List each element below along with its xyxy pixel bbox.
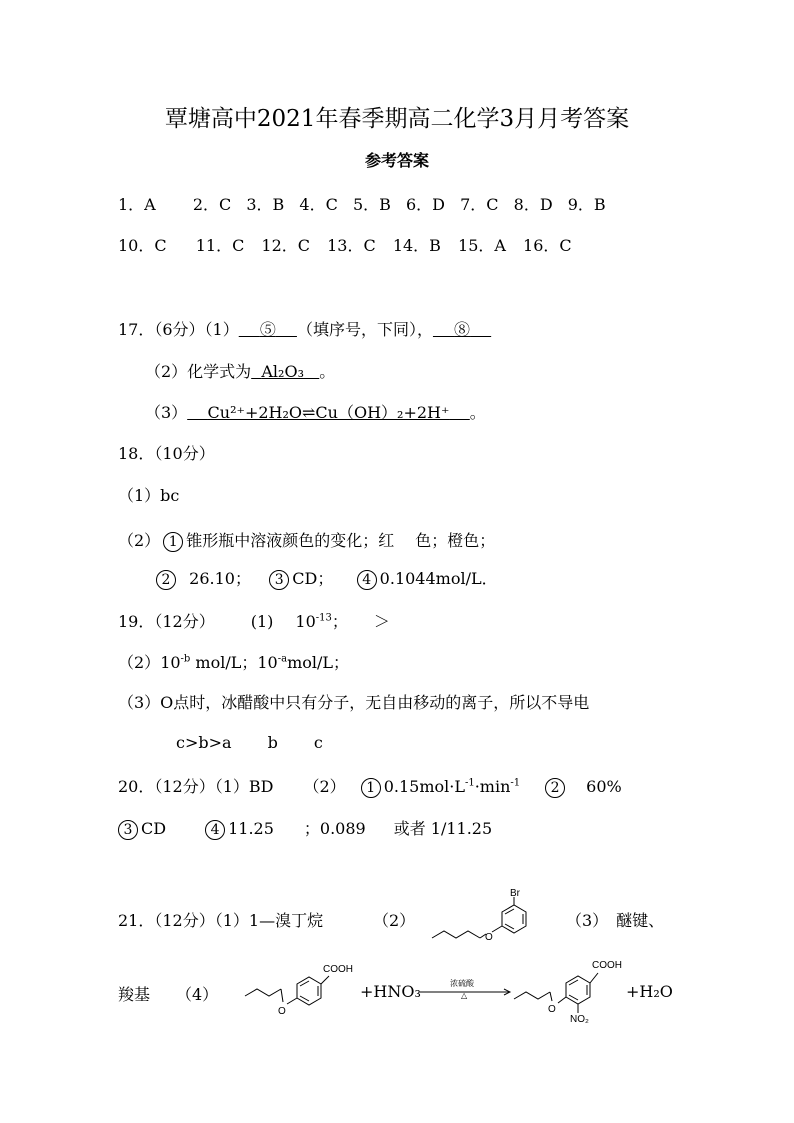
q19-p2-prefix: （2） [118,653,161,672]
mc-answer: 12．C [261,236,311,255]
q19-p2-base2: 10 [257,653,278,672]
structure-butoxy-nitrobenzoic-acid [512,955,632,1025]
q21-p4: （4） [176,985,219,1004]
q17-answer-2: ⑧ [454,320,471,339]
q19-p1-exp: -13 [315,612,332,624]
q17-p3-answer: Cu²⁺+2H₂O⇌Cu（OH）₂+2H⁺ [207,403,450,422]
q18-head: 18．（10分） [118,444,215,463]
arrow-condition-top: 浓硫酸 [450,979,474,988]
circled-number: 2 [156,570,176,590]
q19-order: c>b>a [176,733,232,752]
q18-v3: CD； [292,569,334,588]
mc-answer: 13．C [327,236,376,255]
q21-head: 21．（12分）（1）1—溴丁烷 [118,911,324,930]
q17-p3-prefix: （3） [145,403,188,422]
q19-p3: （3）O点时，冰醋酸中只有分子，无自由移动的离子，所以不导电 [118,693,590,712]
q19-p2-unit1: mol/L； [190,653,258,672]
q18-p2 [118,528,495,552]
mc-answer: 14．B [392,236,441,255]
q17-line-2 [145,359,335,382]
q17-mid: （填序号，下同）， [296,320,433,339]
q20-v1-mid: ·min [474,777,511,796]
q17-line-1 [118,317,491,340]
svg-text:NO₂: NO₂ [570,1014,589,1025]
q19-p2-base1: 10 [160,653,181,672]
q18-v4: 0.1044mol/L． [379,569,498,588]
q20-v4: 11.25 [228,819,274,838]
q21-p3b: 羧基 [118,985,151,1004]
svg-text:COOH: COOH [323,964,353,975]
mc-answer: 1．A [118,195,156,214]
q20-head: 20．（12分）（1）BD [118,777,274,796]
q21-plus-h2o: +H₂O [626,982,673,1001]
mc-answer: 6．D [406,195,446,214]
mc-answer: 9．B [567,195,606,214]
arrow-condition-bottom: △ [461,991,468,1000]
q19-head: 19．（12分） [118,612,215,631]
q21-plus-hno3: +HNO₃ [360,982,421,1001]
circled-number: 1 [163,532,183,552]
mc-answer: 4．C [299,195,338,214]
circled-number: 3 [269,570,289,590]
q19-line-2 [118,650,349,673]
q18-p2b [153,566,498,590]
circled-number: 4 [205,820,225,840]
q17-answer-1: ⑤ [259,320,276,339]
q19-p3b [176,733,323,752]
svg-text:O: O [485,932,493,943]
mc-answer: 15．A [458,236,506,255]
q18-p1: （1）bc [118,486,180,505]
q17-p2-answer: Al₂O₃ [261,362,304,381]
q19-p1-sep: ； [331,612,348,631]
svg-text:O: O [278,1006,286,1017]
q17-p2-prefix: （2）化学式为 [145,362,252,381]
q17-p2-suffix: 。 [319,362,336,381]
q19-p1-base: 10 [295,612,316,631]
q20-v4c: 或者 1/11.25 [393,819,493,838]
q18-p2-text: 锥形瓶中溶液颜色的变化；红 色；橙色； [186,531,496,550]
q20-line-1 [118,774,622,798]
q20-v1-exp1: -1 [464,777,475,789]
circled-number: 1 [361,778,381,798]
q17-head: 17．（6分）（1） [118,320,239,339]
mc-answer: 11．C [195,236,245,255]
q20-v1-base: 0.15mol·L [383,777,465,796]
mc-answer: 8．D [513,195,553,214]
q20-p2: （2） [303,777,346,796]
q19-p1-label: (1) [250,612,274,631]
page-subtitle: 参考答案 [364,151,429,170]
mc-answer: 10．C [118,236,167,255]
q20-v3: CD [141,819,167,838]
svg-text:Br: Br [510,888,520,899]
q19-point-b: b [267,733,278,752]
q19-p2-exp2: -a [277,653,288,665]
structure-butoxybenzoic-acid [243,962,363,1018]
mc-answer: 3．B [246,195,285,214]
q21-p2: （2） [373,911,416,930]
q18-v2: 26.10； [189,569,251,588]
q18-p2-prefix: （2） [118,531,161,550]
reaction-arrow [420,978,512,1002]
q19-line-1 [118,609,390,632]
q20-v1-exp2: -1 [510,777,521,789]
q19-p1-sym: ＞ [373,612,390,631]
circled-number: 4 [357,570,377,590]
svg-text:COOH: COOH [592,960,622,971]
q17-p3-suffix: 。 [469,403,486,422]
circled-number: 3 [118,820,138,840]
mc-row-2 [118,233,572,256]
mc-answer: 7．C [460,195,499,214]
mc-answer: 2．C [192,195,232,214]
q17-line-3 [145,400,486,423]
structure-bromophenyl-butyl-ether [428,888,538,944]
q19-point-c: c [313,733,323,752]
circled-number: 2 [545,778,565,798]
q19-p2-exp1: -b [180,653,191,665]
svg-text:O: O [548,1004,556,1015]
q20-v2: 60% [586,777,622,796]
mc-answer: 5．B [352,195,391,214]
q19-p2-unit2: mol/L； [287,653,350,672]
q21-p3: （3） 醚键、 [566,911,665,930]
q20-line-2 [118,816,492,840]
q20-v4b: ；0.089 [303,819,366,838]
page-title: 覃塘高中2021年春季期高二化学3月月考答案 [164,106,630,132]
mc-row-1 [118,192,606,215]
mc-answer: 16．C [523,236,572,255]
